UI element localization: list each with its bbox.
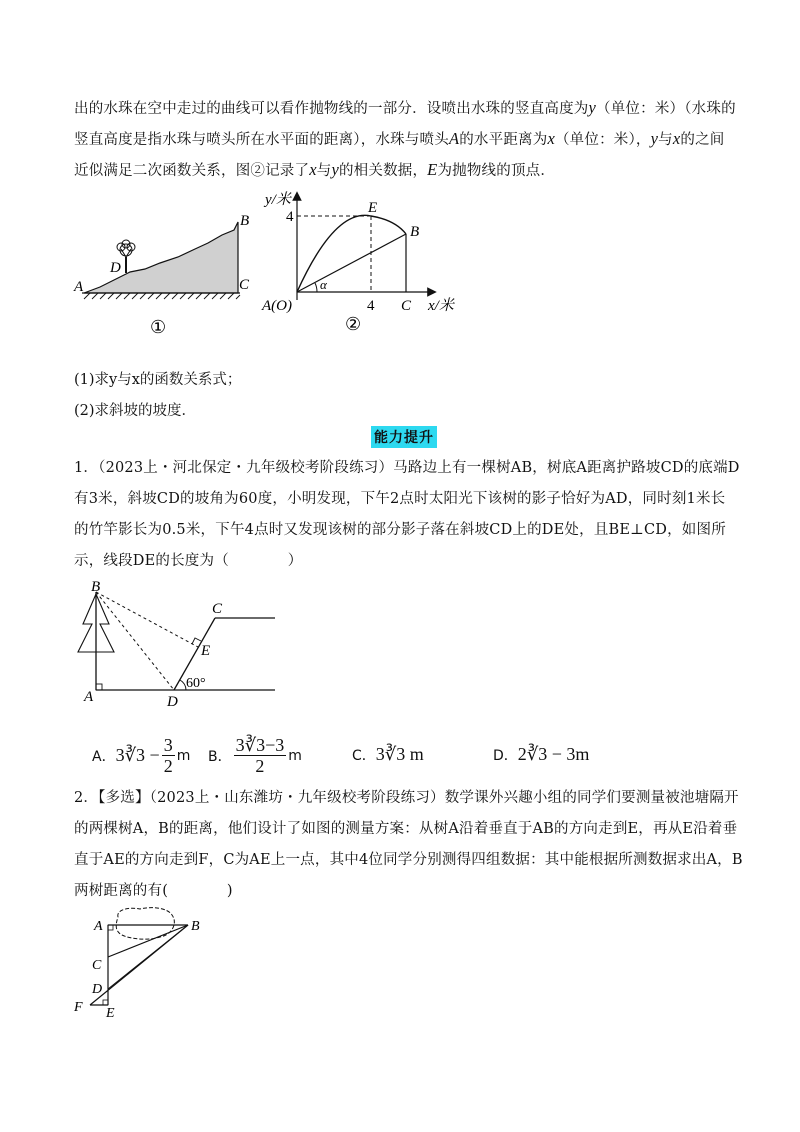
slope-shape <box>84 222 238 293</box>
problem-1-line: 有3米，斜坡CD的坡角为60度，小明发现，下午2点时太阳光下该树的影子恰好为AD，同时刻1米长 <box>74 491 726 507</box>
line-AB <box>297 234 406 292</box>
intro-paragraph <box>74 92 734 185</box>
fig1-label-A: A <box>74 279 84 295</box>
problem-1-text <box>74 453 740 577</box>
text-span: 的之间 <box>680 132 725 148</box>
ground-hatching <box>84 293 240 299</box>
choice-B-denominator: 2 <box>255 756 265 776</box>
text-span: 与 <box>658 132 673 148</box>
fig1-label-D: D <box>110 260 121 276</box>
choice-D-value: 2∛3 − 3m <box>517 744 590 764</box>
fig1-caption: ① <box>150 317 167 337</box>
label-C: C <box>92 958 102 973</box>
dashed-BD <box>96 592 174 690</box>
label-B: B <box>191 919 200 934</box>
label-D: D <box>167 694 178 710</box>
problem-1-line: 的竹竿影长为0.5米，下午4点时又发现该树的部分影子落在斜坡CD上的DE处，且BE⊥CD，如图所 <box>74 522 726 538</box>
choice-A-fraction <box>162 735 175 776</box>
choice-A-numerator: 3 <box>163 735 173 755</box>
label-F: F <box>74 1000 83 1015</box>
right-angle-A <box>96 684 102 690</box>
label-B: B <box>91 580 101 595</box>
choice-B-unit: m <box>288 747 302 764</box>
intro-line-3 <box>74 154 734 185</box>
fig1-label-B: B <box>240 213 250 229</box>
var-x: x <box>672 129 681 148</box>
choice-D[interactable] <box>493 744 589 765</box>
line-DB <box>108 925 188 989</box>
problem-2-line: 直于AE的方向走到F，C为AE上一点，其中4位同学分别测得四组数据：其中能根据所测数据求出A，B <box>74 852 743 868</box>
label-A: A <box>94 919 103 934</box>
choice-A-unit: m <box>176 747 191 764</box>
text-span: 的相关数据， <box>338 163 428 179</box>
intro-line-2 <box>74 123 734 154</box>
label-A: A <box>84 689 94 705</box>
figure-pond <box>68 905 218 1020</box>
var-x: x <box>309 160 317 179</box>
dashed-BE <box>96 592 198 647</box>
var-y: y <box>650 129 659 148</box>
text-span: （单位：米）， <box>554 132 651 148</box>
y-axis-label: y/米 <box>265 192 291 208</box>
label-C: C <box>401 298 412 314</box>
x-axis-label: x/米 <box>428 298 454 314</box>
angle-alpha: α <box>320 277 327 292</box>
y-tick-4: 4 <box>286 209 294 225</box>
text-span: 为抛物线的顶点． <box>437 163 556 179</box>
choice-A[interactable] <box>92 735 190 776</box>
problem-2-line: 两树距离的有( ) <box>74 883 233 899</box>
right-angle-A <box>108 925 113 930</box>
choice-A-label: A． <box>92 748 116 765</box>
parabola-curve <box>297 215 406 292</box>
figure-slope <box>70 205 260 340</box>
problem-2-text <box>74 783 743 907</box>
choice-A-denominator: 2 <box>163 756 173 776</box>
var-A: A <box>448 129 460 148</box>
section-heading: 能力提升 <box>371 426 437 448</box>
figure-tree-slope <box>70 580 285 710</box>
text-span: 的水平距离为 <box>459 132 548 148</box>
right-angle-E <box>192 638 201 644</box>
origin-label: A(O) <box>262 298 292 314</box>
choice-B-label: B． <box>208 748 232 765</box>
choice-C-label: C． <box>352 747 376 764</box>
label-B: B <box>410 224 420 240</box>
problem-1-line: 示，线段DE的长度为（ ） <box>74 553 303 569</box>
fig1-label-C: C <box>239 277 250 293</box>
label-C: C <box>212 601 223 617</box>
label-E: E <box>106 1006 115 1020</box>
var-E: E <box>427 160 438 179</box>
choice-B[interactable] <box>208 735 302 776</box>
choice-A-lead: 3∛3 − <box>115 745 160 765</box>
problem-2-line: 的两棵树A，B的距离，他们设计了如图的测量方案：从树A沿着垂直于AB的方向走到E，再从E沿着垂 <box>74 821 738 837</box>
angle-60-label: 60° <box>186 676 206 691</box>
figure-graph <box>260 188 470 338</box>
label-E: E <box>368 200 378 216</box>
label-E: E <box>201 643 211 659</box>
choice-C-value: 3∛3 m <box>375 744 424 764</box>
question-1: (1)求y与x的函数关系式； <box>74 372 242 388</box>
question-2: (2)求斜坡的坡度． <box>74 403 197 419</box>
choice-B-fraction <box>234 735 287 776</box>
choice-B-numerator: 3∛3−3 <box>235 735 285 755</box>
var-y: y <box>331 160 339 179</box>
text-span: （单位：米）（水珠的 <box>596 101 736 117</box>
line-CB <box>108 925 188 957</box>
x-tick-4: 4 <box>367 298 375 314</box>
fig2-caption: ② <box>345 314 362 334</box>
angle-arc <box>315 283 317 292</box>
intro-line-1 <box>74 92 734 123</box>
choice-D-label: D． <box>493 747 518 764</box>
var-y: y <box>588 98 597 117</box>
problem-2-line: 2．【多选】（2023上・山东潍坊・九年级校考阶段练习）数学课外兴趣小组的同学们要测量被池塘隔开 <box>74 790 739 806</box>
right-angle-E <box>103 1000 108 1005</box>
choice-C[interactable] <box>352 744 424 765</box>
text-span: 竖直高度是指水珠与喷头所在水平面的距离），水珠与喷头 <box>74 132 449 148</box>
text-span: 与 <box>316 163 332 179</box>
var-x: x <box>547 129 555 148</box>
text-span: 近似满足二次函数关系，图②记录了 <box>74 163 310 179</box>
label-D: D <box>92 982 103 997</box>
problem-1-line: 1．（2023上・河北保定・九年级校考阶段练习）马路边上有一棵树AB，树底A距离护路坡CD的底端D <box>74 460 740 476</box>
text-span: 出的水珠在空中走过的曲线可以看作抛物线的一部分．设喷出水珠的竖直高度为 <box>74 101 589 117</box>
